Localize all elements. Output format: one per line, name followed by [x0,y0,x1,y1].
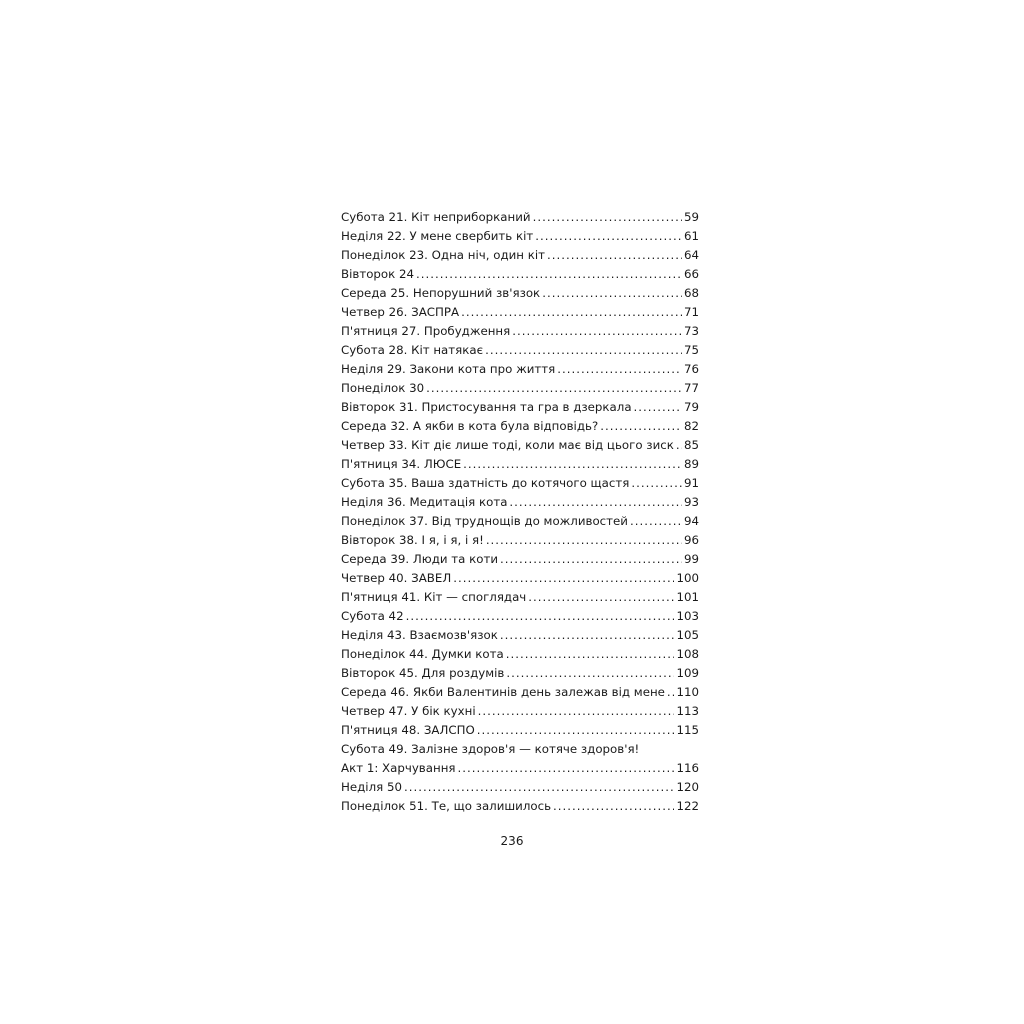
toc-entry [341,284,699,303]
toc-entry-title: П'ятниця 41. Кіт — споглядач [341,590,527,604]
toc-entry [341,683,699,702]
toc-entry-page: 109 [676,666,699,680]
toc-entry-page: 75 [683,343,699,357]
dot-leader [486,531,682,550]
dot-leader [461,303,682,322]
toc-entry [341,208,699,227]
toc-entry [341,398,699,417]
toc-entry-title: П'ятниця 34. ЛЮСЕ [341,457,462,471]
toc-entry-page: 103 [676,609,699,623]
toc-entry-page: 96 [683,533,699,547]
dot-leader [506,645,675,664]
toc-entry-title: Вівторок 45. Для роздумів [341,666,505,680]
toc-entry-page: 82 [683,419,699,433]
toc-entry-title: Вівторок 38. І я, і я, і я! [341,533,484,547]
toc-entry-title: Понеділок 44. Думки кота [341,647,504,661]
dot-leader [426,379,682,398]
toc-entry [341,417,699,436]
toc-entry-title: Четвер 40. ЗАВЕЛ [341,571,452,585]
dot-leader [500,550,682,569]
dot-leader [634,398,682,417]
toc-entry [341,797,699,816]
toc-entry-page: 94 [683,514,699,528]
toc-entry-page: 105 [676,628,699,642]
toc-entry-page: 110 [676,685,699,699]
toc-entry-title: Неділя 29. Закони кота про життя [341,362,556,376]
dot-leader [416,265,682,284]
dot-leader [404,778,675,797]
toc-entry-title: Субота 49. Залізне здоров'я — котяче здоров'я! [341,742,640,756]
dot-leader [535,227,682,246]
dot-leader [478,702,675,721]
toc-entry-title: Понеділок 37. Від труднощів до можливостей [341,514,628,528]
dot-leader [485,341,682,360]
dot-leader [509,493,682,512]
toc-entry [341,474,699,493]
toc-entry [341,740,699,759]
toc-entry-title: Субота 35. Ваша здатність до котячого щастя [341,476,630,490]
toc-entry [341,702,699,721]
toc-entry-title: Понеділок 30 [341,381,425,395]
dot-leader [463,455,682,474]
toc-entry-title: Субота 42 [341,609,404,623]
toc-entry-title: Четвер 47. У бік кухні [341,704,476,718]
toc-entry-page: 76 [683,362,699,376]
toc-entry-page: 59 [683,210,699,224]
toc-entry-title: Понеділок 23. Одна ніч, один кіт [341,248,546,262]
toc-entry-title: Вівторок 24 [341,267,415,281]
toc-entry-page: 101 [676,590,699,604]
toc-entry [341,531,699,550]
toc-entry-page: 91 [683,476,699,490]
toc-entry [341,778,699,797]
toc-entry-page: 99 [683,552,699,566]
toc-entry-title: Неділя 36. Медитація кота [341,495,508,509]
dot-leader [506,664,674,683]
dot-leader [547,246,682,265]
toc-entry [341,360,699,379]
dot-leader [667,683,675,702]
toc-entry-page: 64 [683,248,699,262]
toc-entry-page: 85 [683,438,699,452]
toc-entry [341,645,699,664]
toc-entry [341,512,699,531]
toc-entry-title: Понеділок 51. Те, що залишилось [341,799,552,813]
dot-leader [630,512,682,531]
dot-leader [631,474,682,493]
toc-entry [341,664,699,683]
dot-leader [458,759,675,778]
toc-entry-title: Субота 21. Кіт неприборканий [341,210,531,224]
dot-leader [500,626,675,645]
toc-entry [341,303,699,322]
toc-entry [341,493,699,512]
toc-entry-page: 89 [683,457,699,471]
toc-entry-title: П'ятниця 27. Пробудження [341,324,511,338]
toc-entry [341,341,699,360]
toc-entry-page: 115 [676,723,699,737]
toc-entry [341,436,699,455]
toc-entry-title: Неділя 22. У мене свербить кіт [341,229,534,243]
toc-entry-page: 79 [683,400,699,414]
dot-leader [477,721,675,740]
toc-entry [341,569,699,588]
toc-entry [341,588,699,607]
dot-leader [600,417,682,436]
page-number: 236 [500,834,524,848]
dot-leader [453,569,674,588]
toc-entry-title: Неділя 50 [341,780,402,794]
toc-entry-title: Неділя 43. Взаємозв'язок [341,628,498,642]
toc-entry [341,246,699,265]
toc-entry-title: Четвер 26. ЗАСПРА [341,305,460,319]
toc-entry-page: 116 [676,761,699,775]
dot-leader [512,322,682,341]
toc-entry [341,265,699,284]
toc-entry-title: Середа 39. Люди та коти [341,552,498,566]
toc-entry [341,227,699,246]
toc-entry-title: Четвер 33. Кіт діє лише тоді, коли має від цього зиск [341,438,674,452]
toc-entry-page: 66 [683,267,699,281]
toc-entry [341,322,699,341]
toc-entry-title: Субота 28. Кіт натякає [341,343,484,357]
toc-entry [341,626,699,645]
toc-entry [341,607,699,626]
toc-entry-page: 73 [683,324,699,338]
toc-entry-title: Середа 25. Непорушний зв'язок [341,286,541,300]
toc-entry [341,550,699,569]
toc-entry-page: 100 [676,571,699,585]
toc-entry [341,721,699,740]
toc-entry [341,379,699,398]
dot-leader [528,588,674,607]
dot-leader [676,436,682,455]
toc-entry-page: 108 [676,647,699,661]
toc-entry-page: 122 [676,799,699,813]
dot-leader [557,360,682,379]
toc-entry-page: 93 [683,495,699,509]
toc-entry-page: 113 [676,704,699,718]
toc-entry-page: 61 [683,229,699,243]
table-of-contents [341,208,699,816]
toc-entry-title: Середа 46. Якби Валентинів день залежав від мене [341,685,665,699]
dot-leader [406,607,675,626]
toc-entry-page: 71 [683,305,699,319]
toc-entry-title: Акт 1: Харчування [341,761,456,775]
toc-entry-title: Вівторок 31. Пристосування та гра в дзеркала [341,400,632,414]
dot-leader [542,284,682,303]
toc-entry-page: 77 [683,381,699,395]
toc-entry-title: Середа 32. А якби в кота була відповідь? [341,419,599,433]
dot-leader [533,208,682,227]
toc-entry [341,455,699,474]
toc-entry-page: 120 [676,780,699,794]
toc-entry-title: П'ятниця 48. ЗАЛСПО [341,723,475,737]
toc-entry [341,759,699,778]
toc-entry-page: 68 [683,286,699,300]
dot-leader [553,797,674,816]
